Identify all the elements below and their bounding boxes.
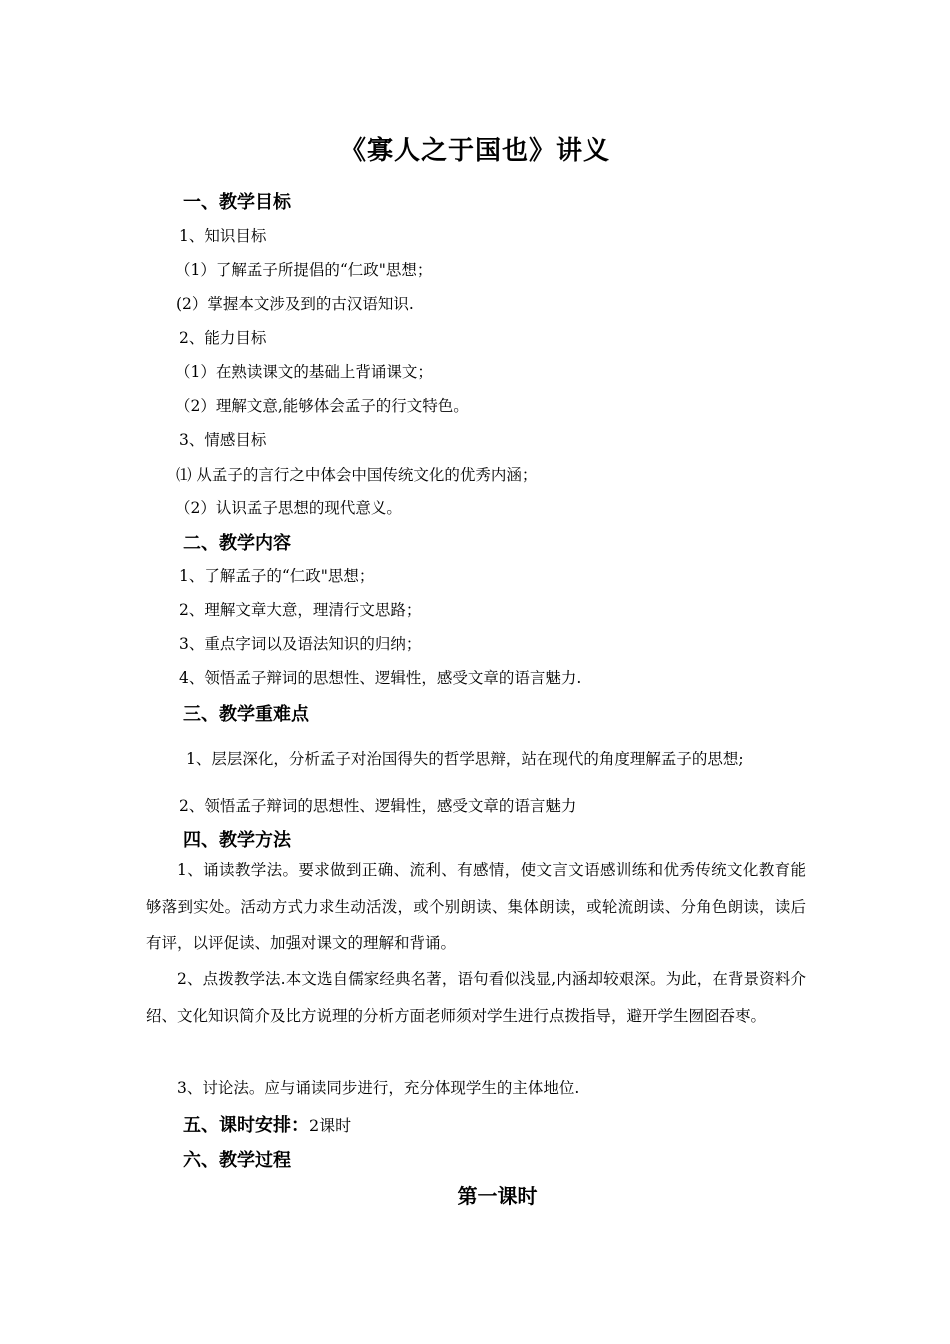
goal-line: （1）了解孟子所提倡的“仁政"思想； (175, 261, 433, 279)
goal-line: 2、能力目标 (179, 329, 267, 347)
goal-line: （2）理解文意,能够体会孟子的行文特色。 (175, 397, 469, 415)
section-heading-teaching-methods: 四、教学方法 (183, 830, 291, 851)
content-line: 2、理解文章大意，理清行文思路； (179, 601, 422, 619)
section-heading-teaching-process: 六、教学过程 (183, 1150, 291, 1171)
goal-line: (2）掌握本文涉及到的古汉语知识. (176, 295, 414, 313)
lesson-title: 第一课时 (457, 1184, 538, 1208)
method-paragraph: 2、点拨教学法.本文选自儒家经典名著，语句看似浅显,内涵却较艰深。为此，在背景资料介绍、文化知识简介及比方说理的分析方面老师须对学生进行点拨指导，避开学生囫囵吞枣。 (146, 970, 806, 1025)
section-heading-class-hours (183, 1111, 351, 1137)
key-point-line: 2、领悟孟子辩词的思想性、逻辑性，感受文章的语言魅力 (179, 797, 577, 815)
goal-line: （2）认识孟子思想的现代意义。 (175, 499, 402, 517)
goal-line: ⑴ 从孟子的言行之中体会中国传统文化的优秀内涵； (176, 466, 538, 484)
content-line: 4、领悟孟子辩词的思想性、逻辑性，感受文章的语言魅力. (179, 669, 582, 687)
key-point-line: 1、层层深化，分析孟子对治国得失的哲学思辩，站在现代的角度理解孟子的思想; (186, 750, 744, 768)
section-heading-key-points: 三、教学重难点 (183, 704, 309, 725)
section-heading-teaching-content: 二、教学内容 (183, 533, 291, 554)
goal-line: （1）在熟读课文的基础上背诵课文； (175, 363, 433, 381)
section-heading-teaching-goals: 一、教学目标 (183, 192, 291, 213)
content-line: 1、了解孟子的“仁政"思想； (179, 567, 375, 585)
method-paragraph: 3、讨论法。应与诵读同步进行，充分体现学生的主体地位. (177, 1079, 580, 1097)
class-hours-label: 五、课时安排： (183, 1115, 309, 1136)
class-hours-value: 2课时 (309, 1116, 352, 1135)
method-paragraph: 1、诵读教学法。要求做到正确、流利、有感情，使文言文语感训练和优秀传统文化教育能够落到实处。活动方式力求生动活泼，或个别朗读、集体朗读，或轮流朗读、分角色朗读，读后有评，以评促读、加强对课文的理解和背诵。 (146, 861, 806, 952)
goal-line: 3、情感目标 (179, 431, 267, 449)
document-title: 《寡人之于国也》讲义 (339, 136, 610, 166)
goal-line: 1、知识目标 (179, 227, 267, 245)
content-line: 3、重点字词以及语法知识的归纳； (179, 635, 422, 653)
